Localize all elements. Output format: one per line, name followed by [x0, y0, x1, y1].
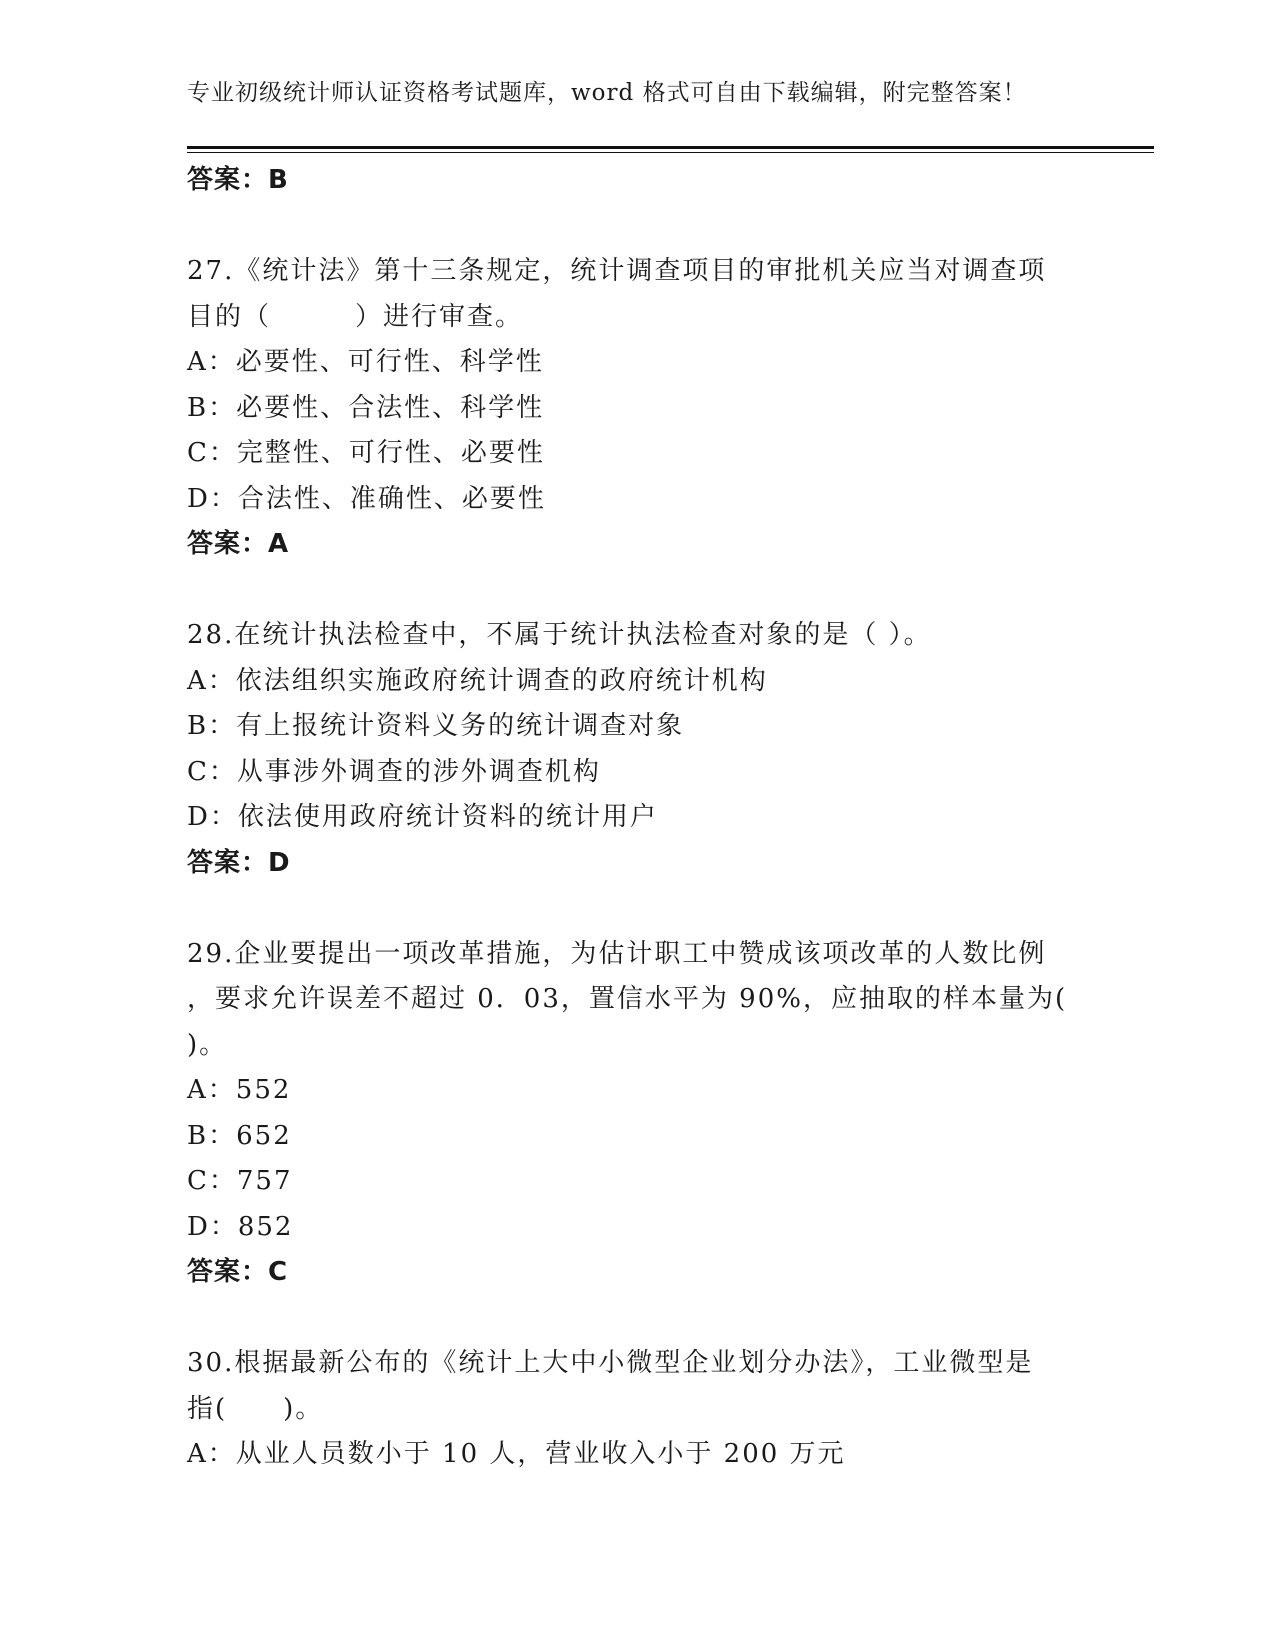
- question-text-line: 30.根据最新公布的《统计上大中小微型企业划分办法》，工业微型是: [187, 1348, 1034, 1378]
- question-29: [187, 932, 1087, 1296]
- answer-27: 答案：A: [187, 529, 290, 559]
- question-text-line: 指( )。: [187, 1393, 324, 1424]
- header-rule-thick: [187, 146, 1154, 149]
- option-c: C：完整性、可行性、必要性: [187, 438, 545, 468]
- question-content: [187, 158, 1087, 1478]
- option-d: D：依法使用政府统计资料的统计用户: [187, 802, 658, 832]
- option-a: A：必要性、可行性、科学性: [187, 347, 544, 377]
- question-text-line: 27.《统计法》第十三条规定，统计调查项目的审批机关应当对调查项: [187, 256, 1047, 286]
- option-b: B：有上报统计资料义务的统计调查对象: [187, 711, 685, 741]
- question-30: [187, 1341, 1087, 1478]
- option-d: D：合法性、准确性、必要性: [187, 483, 546, 514]
- option-c: C：757: [187, 1166, 293, 1196]
- question-text-line: 29.企业要提出一项改革措施，为估计职工中赞成该项改革的人数比例: [187, 938, 1047, 969]
- header-rule-thin: [187, 152, 1154, 153]
- option-c: C：从事涉外调查的涉外调查机构: [187, 756, 601, 787]
- question-text-line: 目的（ ）进行审查。: [187, 301, 524, 332]
- answer-29: 答案：C: [187, 1257, 289, 1287]
- question-text-line: 28.在统计执法检查中，不属于统计执法检查对象的是（ ）。: [187, 620, 932, 650]
- page-header: 专业初级统计师认证资格考试题库，word 格式可自由下载编辑，附完整答案！: [187, 80, 1027, 106]
- question-text-line: )。: [187, 1029, 228, 1060]
- question-text-line: ，要求允许误差不超过 0．03，置信水平为 90%，应抽取的样本量为(: [187, 984, 1068, 1014]
- option-b: B：必要性、合法性、科学性: [187, 392, 545, 423]
- option-b: B：652: [187, 1120, 292, 1151]
- option-a: A：从业人员数小于 10 人，营业收入小于 200 万元: [187, 1439, 846, 1469]
- option-d: D：852: [187, 1211, 294, 1242]
- question-28: [187, 613, 1087, 886]
- answer-28: 答案：D: [187, 847, 291, 878]
- answer-26: 答案：B: [187, 165, 289, 195]
- option-a: A：552: [187, 1075, 292, 1105]
- option-a: A：依法组织实施政府统计调查的政府统计机构: [187, 665, 768, 696]
- question-27: [187, 249, 1087, 568]
